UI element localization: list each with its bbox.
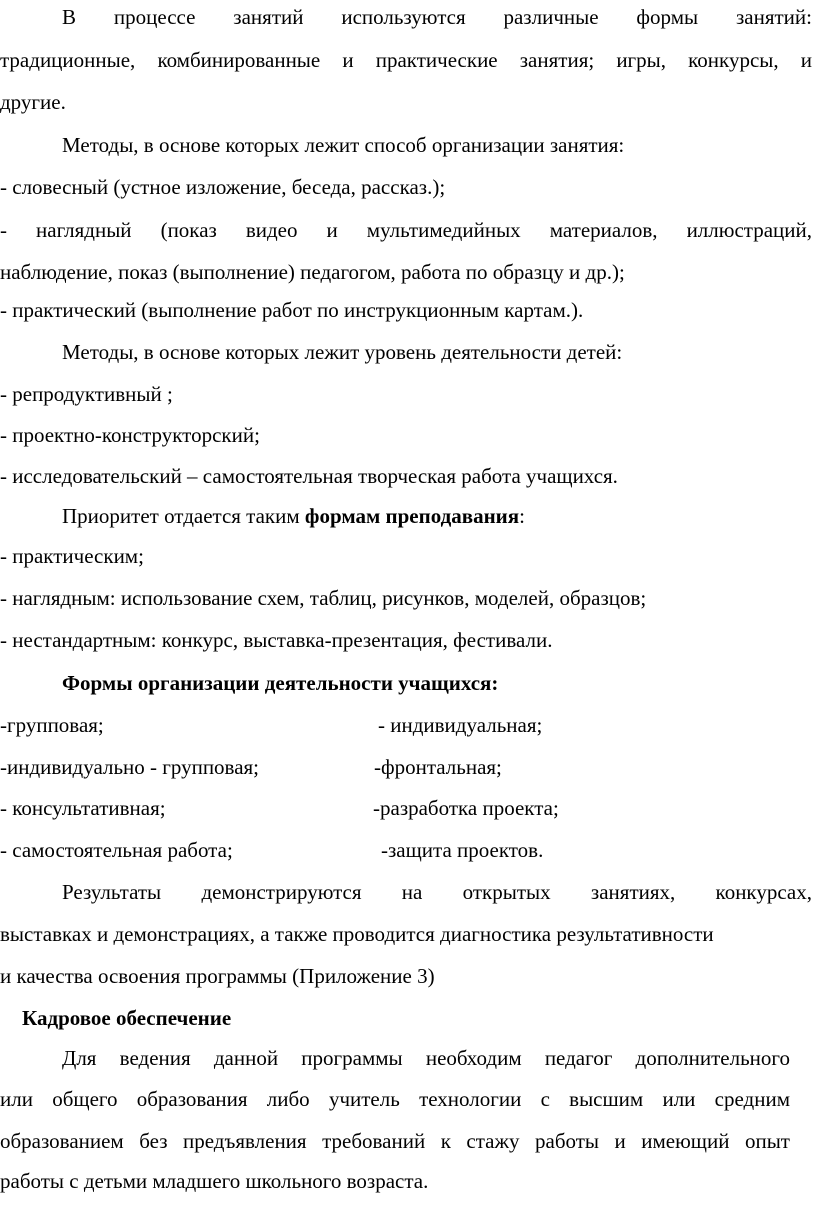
intro-line-3: другие. [0, 90, 66, 114]
methods-level-heading: Методы, в основе которых лежит уровень деятельности детей: [62, 340, 623, 364]
method-level-item: - проектно-конструкторский; [0, 423, 260, 447]
results-line-1: Результаты демонстрируются на открытых занятиях, конкурсах, [62, 880, 812, 904]
staff-line-1: Для ведения данной программы необходим педагог дополнительного [62, 1046, 790, 1070]
method-visual-line-1: - наглядный (показ видео и мультимедийных материалов, иллюстраций, [0, 218, 812, 242]
method-level-item: - репродуктивный ; [0, 382, 173, 406]
staff-line-2: или общего образования либо учитель технологии с высшим или средним [0, 1087, 790, 1111]
forms-row [0, 754, 812, 780]
forms-row [0, 712, 812, 738]
method-visual-line-2: наблюдение, показ (выполнение) педагогом, работа по образцу и др.); [0, 260, 625, 284]
methods-org-heading: Методы, в основе которых лежит способ организации занятия: [62, 133, 625, 157]
forms-row-left: - консультативная; [0, 796, 166, 820]
forms-row-left: -групповая; [0, 713, 104, 737]
priority-heading [0, 503, 812, 529]
forms-row [0, 837, 812, 863]
method-level-item: - исследовательский – самостоятельная творческая работа учащихся. [0, 464, 618, 488]
forms-row-right: -защита проектов. [381, 838, 544, 862]
intro-line-1: В процессе занятий используются различные формы занятий: [62, 5, 812, 29]
forms-heading: Формы организации деятельности учащихся: [62, 671, 499, 695]
priority-item: - наглядным: использование схем, таблиц, рисунков, моделей, образцов; [0, 586, 647, 610]
forms-row-right: -фронтальная; [374, 755, 502, 779]
method-verbal: - словесный (устное изложение, беседа, рассказ.); [0, 175, 446, 199]
staff-line-4: работы с детьми младшего школьного возраста. [0, 1169, 429, 1193]
priority-suffix: : [519, 504, 525, 528]
forms-row-left: - самостоятельная работа; [0, 838, 233, 862]
forms-row [0, 795, 812, 821]
results-line-2: выставках и демонстрациях, а также проводится диагностика результативности [0, 922, 714, 946]
results-line-3: и качества освоения программы (Приложение 3) [0, 964, 435, 988]
staff-line-3: образованием без предъявления требований к стажу работы и имеющий опыт [0, 1129, 790, 1153]
intro-line-2: традиционные, комбинированные и практические занятия; игры, конкурсы, и [0, 48, 812, 72]
forms-row-right: -разработка проекта; [373, 796, 559, 820]
method-practical: - практический (выполнение работ по инструкционным картам.). [0, 298, 584, 322]
forms-row-right: - индивидуальная; [378, 713, 543, 737]
priority-prefix: Приоритет отдается таким [62, 504, 305, 528]
forms-row-left: -индивидуально - групповая; [0, 755, 260, 779]
staff-heading: Кадровое обеспечение [22, 1006, 232, 1030]
priority-item: - практическим; [0, 544, 144, 568]
priority-bold: формам преподавания [304, 504, 520, 528]
priority-item: - нестандартным: конкурс, выставка-презентация, фестивали. [0, 628, 553, 652]
